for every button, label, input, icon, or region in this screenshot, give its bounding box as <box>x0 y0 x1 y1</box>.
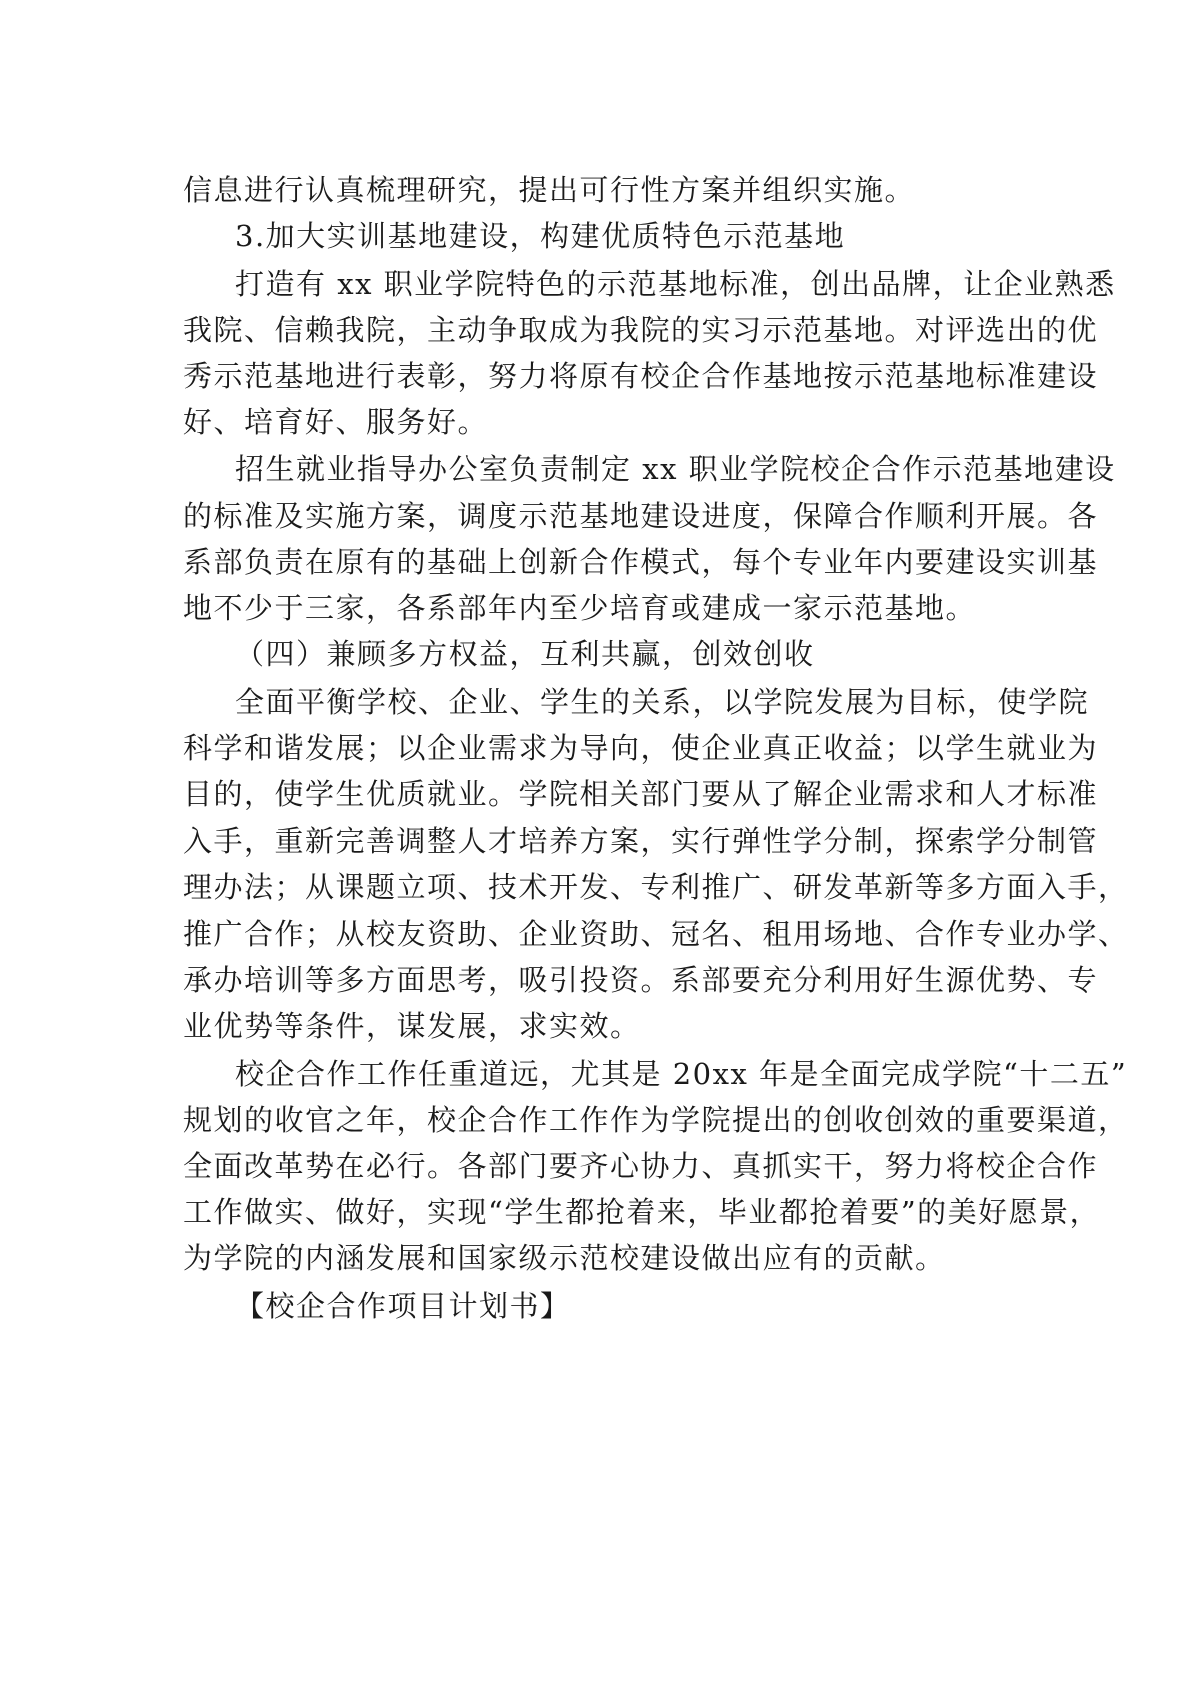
body-text-line: 目的，使学生优质就业。学院相关部门要从了解企业需求和人才标准 <box>183 777 1099 811</box>
body-text-line: 地不少于三家，各系部年内至少培育或建成一家示范基地。 <box>183 591 977 625</box>
section-heading: （四）兼顾多方权益，互利共赢，创效创收 <box>235 637 815 671</box>
body-text-line: 秀示范基地进行表彰，努力将原有校企合作基地按示范基地标准建设 <box>183 359 1099 393</box>
body-text-line: 的标准及实施方案，调度示范基地建设进度，保障合作顺利开展。各 <box>183 499 1099 533</box>
body-text-line: 全面改革势在必行。各部门要齐心协力、真抓实干，努力将校企合作 <box>183 1149 1099 1183</box>
body-text-line: 全面平衡学校、企业、学生的关系，以学院发展为目标，使学院 <box>235 685 1090 719</box>
body-text-line: 招生就业指导办公室负责制定 xx 职业学院校企合作示范基地建设 <box>235 452 1116 486</box>
body-text-line: 好、培育好、服务好。 <box>183 405 489 439</box>
body-text-line: 系部负责在原有的基础上创新合作模式，每个专业年内要建设实训基 <box>183 545 1099 579</box>
body-text-line: 校企合作工作任重道远，尤其是 20xx 年是全面完成学院“十二五” <box>235 1057 1128 1091</box>
document-title-link: 【校企合作项目计划书】 <box>235 1289 571 1323</box>
body-text-line: 工作做实、做好，实现“学生都抢着来，毕业都抢着要”的美好愿景， <box>183 1195 1101 1229</box>
section-heading: 3.加大实训基地建设，构建优质特色示范基地 <box>235 219 846 253</box>
body-text-line: 理办法；从课题立项、技术开发、专利推广、研发革新等多方面入手， <box>183 870 1129 904</box>
body-text-line: 信息进行认真梳理研究，提出可行性方案并组织实施。 <box>183 173 916 207</box>
body-text-line: 为学院的内涵发展和国家级示范校建设做出应有的贡献。 <box>183 1241 946 1275</box>
body-text-line: 规划的收官之年，校企合作工作作为学院提出的创收创效的重要渠道， <box>183 1103 1129 1137</box>
body-text-line: 打造有 xx 职业学院特色的示范基地标准，创出品牌，让企业熟悉 <box>235 267 1116 301</box>
body-text-line: 推广合作；从校友资助、企业资助、冠名、租用场地、合作专业办学、 <box>183 917 1129 951</box>
body-text-line: 我院、信赖我院，主动争取成为我院的实习示范基地。对评选出的优 <box>183 313 1099 347</box>
body-text-line: 科学和谐发展；以企业需求为导向，使企业真正收益；以学生就业为 <box>183 731 1099 765</box>
body-text-line: 承办培训等多方面思考，吸引投资。系部要充分利用好生源优势、专 <box>183 963 1099 997</box>
body-text-line: 业优势等条件，谋发展，求实效。 <box>183 1009 641 1043</box>
body-text-line: 入手，重新完善调整人才培养方案，实行弹性学分制，探索学分制管 <box>183 824 1099 858</box>
